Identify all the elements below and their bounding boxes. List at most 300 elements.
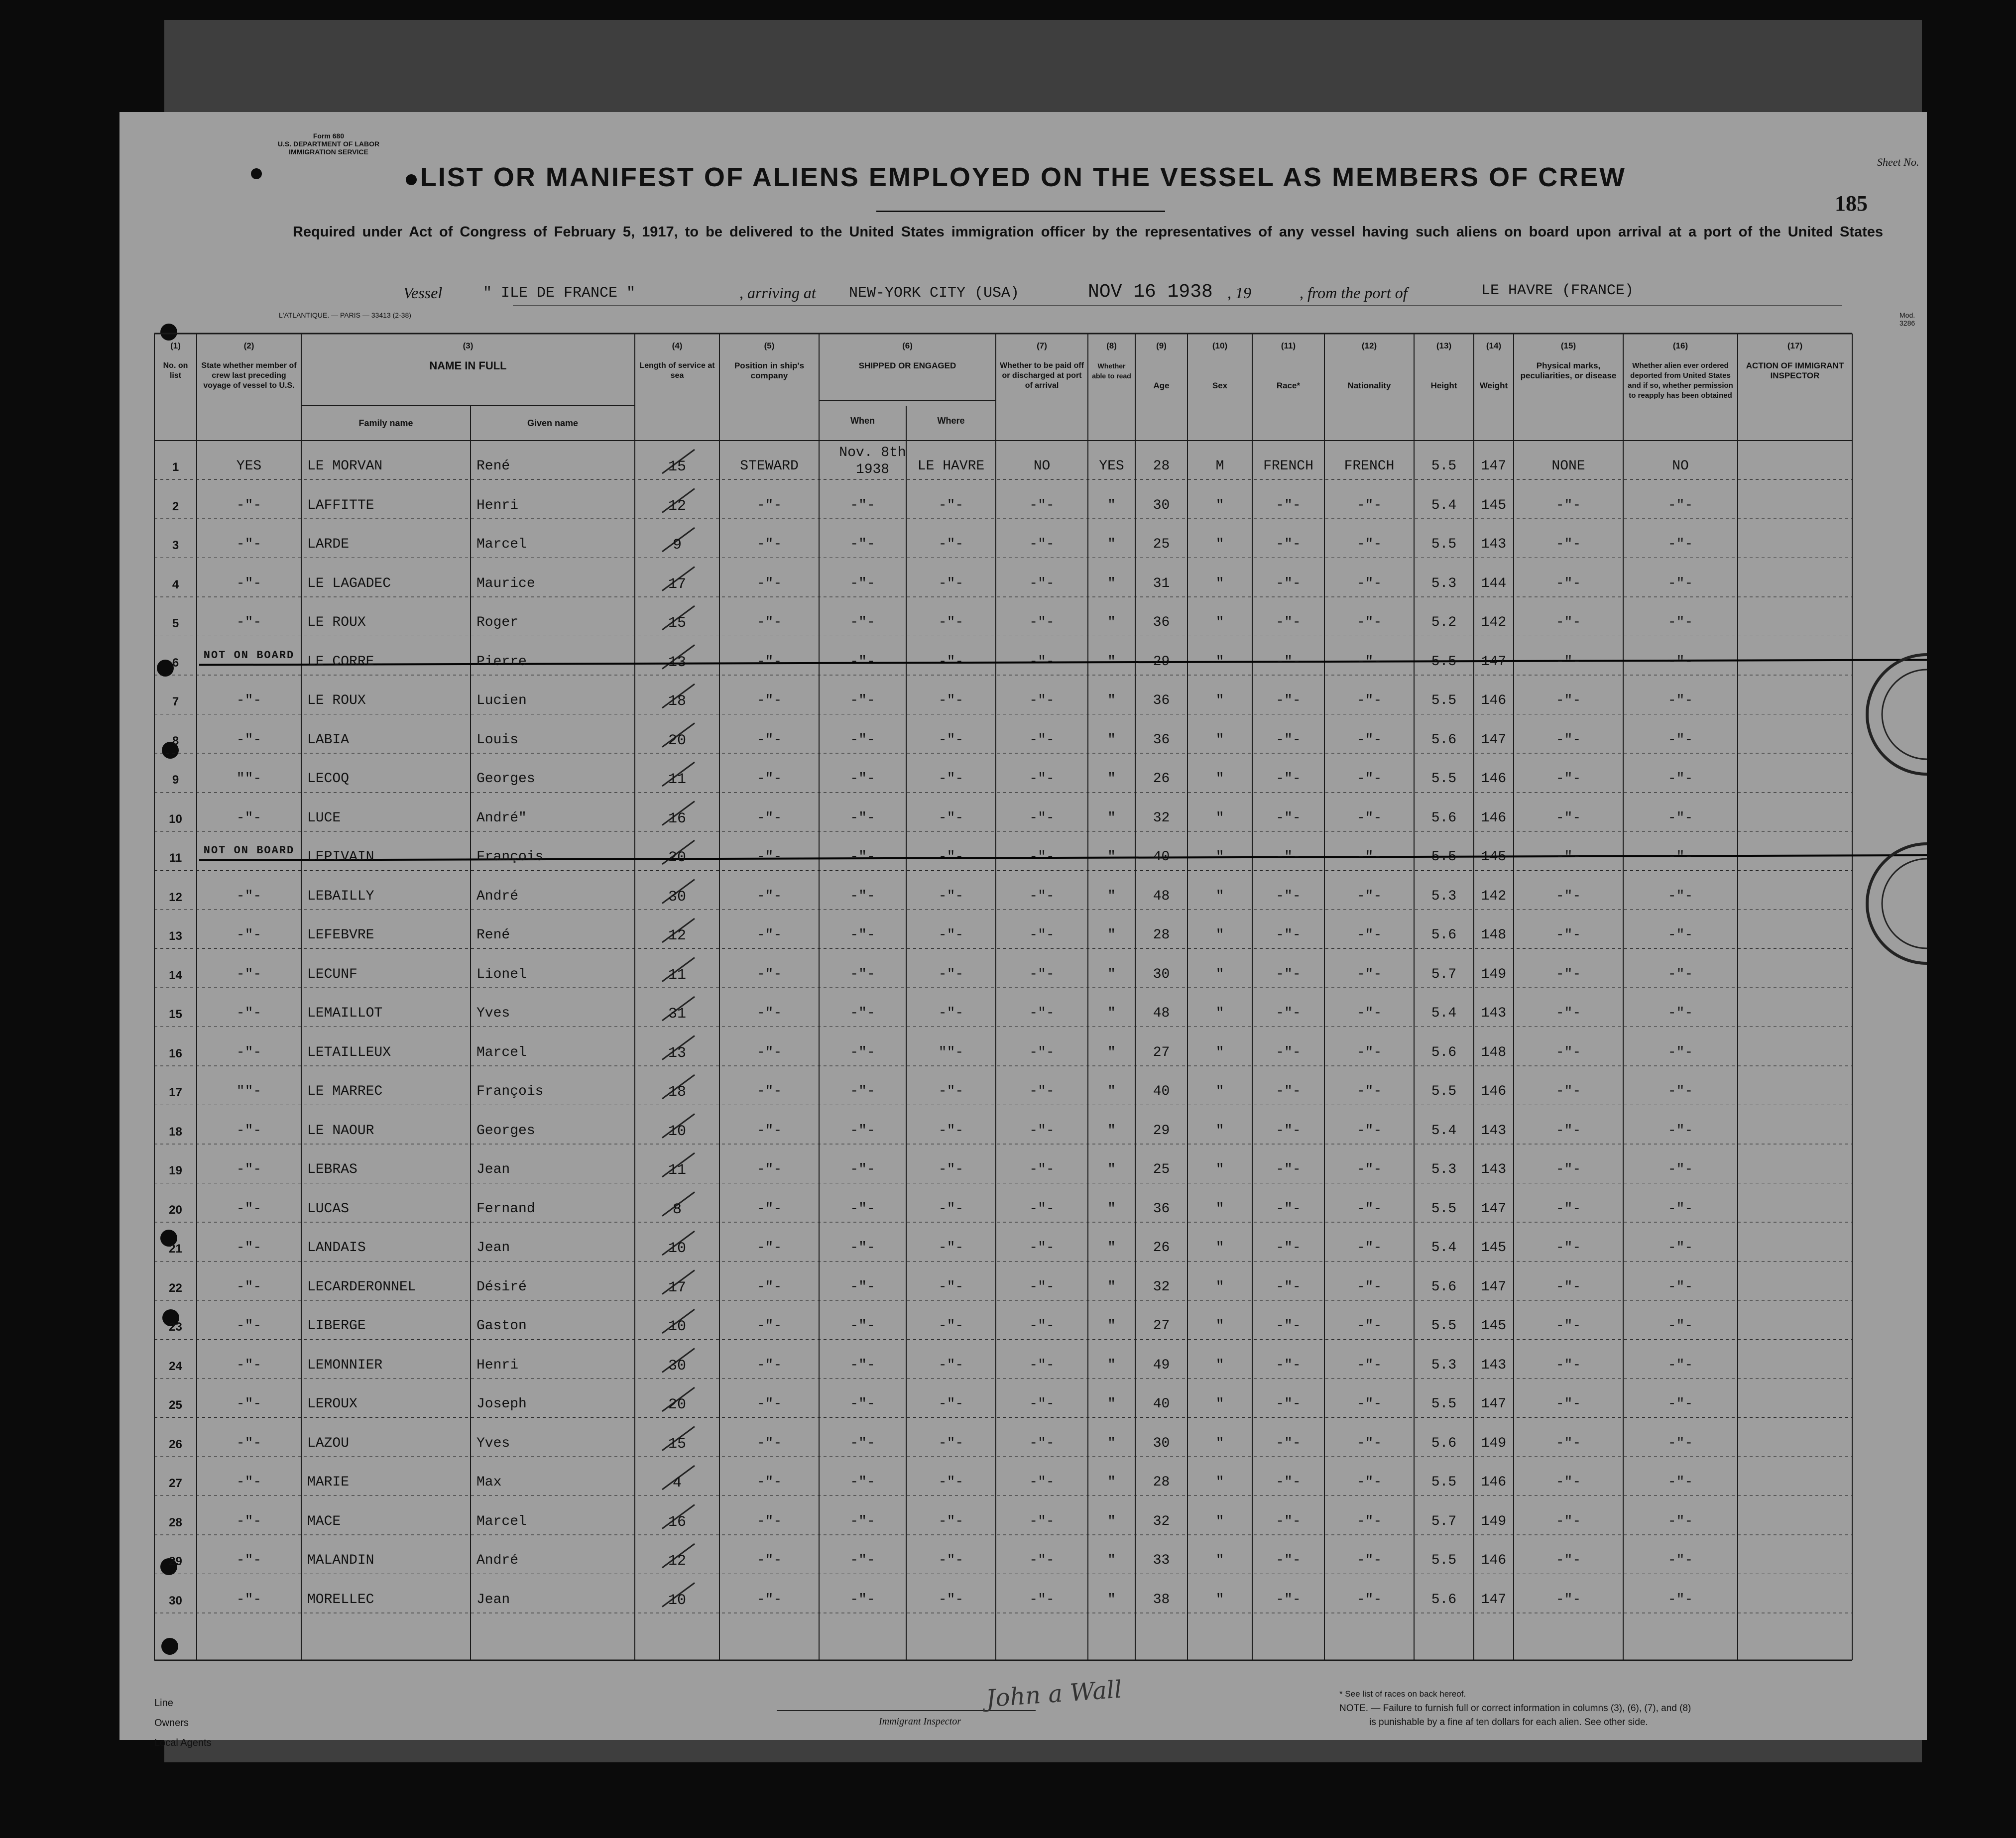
cell-when: -"- (850, 1592, 875, 1608)
cell-weight: 147 (1481, 1279, 1507, 1295)
cell-deported: -"- (1667, 1279, 1693, 1295)
cell-read: YES (1099, 459, 1124, 474)
cell-where: -"- (938, 1475, 964, 1490)
sheet-number: 185 (1835, 191, 1868, 216)
cell-sex: " (1215, 693, 1224, 708)
cell-marks: -"- (1555, 1553, 1581, 1568)
cell-read: " (1107, 1513, 1116, 1529)
table-grid (119, 112, 1927, 1740)
cell-where: -"- (938, 497, 964, 513)
cell-when: -"- (850, 575, 875, 591)
cell-paid: -"- (1029, 1123, 1055, 1139)
cell-family: LE ROUX (307, 693, 366, 708)
cell-position: STEWARD (740, 459, 799, 474)
cell-read: " (1107, 966, 1116, 982)
printer-mark: L'ATLANTIQUE. — PARIS — 33413 (2-38) (279, 311, 411, 319)
cell-given: Louis (476, 732, 519, 748)
cell-deported: -"- (1667, 654, 1693, 670)
cell-race: -"- (1276, 1357, 1301, 1373)
mod-number: Mod. 3286 (1899, 311, 1915, 327)
cell-service: 15 (668, 615, 686, 632)
cell-sex: " (1215, 1006, 1224, 1021)
cell-where: -"- (938, 888, 964, 904)
cell-when: -"- (850, 497, 875, 513)
header-c5: Position in ship's company (734, 361, 805, 380)
cell-given: Marcel (476, 537, 527, 552)
cell-service: 13 (668, 1044, 686, 1062)
header-c3-number: (3) (463, 341, 474, 350)
cell-read: " (1107, 1475, 1116, 1490)
cell-age: 40 (1153, 849, 1170, 865)
cell-sex: " (1215, 888, 1224, 904)
cell-family: LECARDERONNEL (307, 1279, 416, 1295)
cell-sex: " (1215, 1123, 1224, 1139)
cell-sex: " (1215, 1162, 1224, 1177)
from-label: , from the port of (1300, 284, 1408, 302)
row-number: 1 (172, 460, 179, 474)
footnote-penalty-cont: is punishable by a fine af ten dollars for each alien. See other side. (1369, 1717, 1648, 1727)
cell-prev: -"- (236, 615, 262, 630)
cell-height: 5.6 (1431, 927, 1457, 943)
cell-deported: -"- (1667, 1553, 1693, 1568)
cell-deported: -"- (1667, 1396, 1693, 1412)
cell-height: 5.7 (1431, 1513, 1457, 1529)
cell-race: -"- (1276, 1201, 1301, 1217)
cell-sex: " (1215, 849, 1224, 865)
cell-age: 31 (1153, 575, 1170, 591)
cell-prev: -"- (236, 537, 262, 552)
cell-nat: -"- (1356, 1123, 1382, 1139)
cell-age: 33 (1153, 1553, 1170, 1568)
row-number: 20 (169, 1203, 182, 1217)
cell-marks: -"- (1555, 888, 1581, 904)
cell-sex: " (1215, 1396, 1224, 1412)
cell-position: -"- (756, 771, 782, 787)
cell-read: " (1107, 810, 1116, 826)
row-number: 17 (169, 1086, 182, 1099)
form-service: IMMIGRATION SERVICE (289, 148, 368, 156)
cell-service: 12 (668, 927, 686, 944)
cell-family: LE LAGADEC (307, 575, 391, 591)
cell-marks: -"- (1555, 1123, 1581, 1139)
cell-paid: -"- (1029, 1592, 1055, 1608)
cell-weight: 146 (1481, 693, 1507, 708)
cell-paid: -"- (1029, 966, 1055, 982)
cell-sex: M (1215, 459, 1224, 474)
cell-weight: 149 (1481, 966, 1507, 982)
cell-service: 20 (668, 1396, 686, 1413)
cell-nat: -"- (1356, 1475, 1382, 1490)
cell-family: MORELLEC (307, 1592, 374, 1608)
cell-marks: -"- (1555, 575, 1581, 591)
cell-read: " (1107, 654, 1116, 670)
cell-where: -"- (938, 1592, 964, 1608)
cell-nat: -"- (1356, 732, 1382, 748)
cell-where: -"- (938, 693, 964, 708)
cell-height: 5.6 (1431, 810, 1457, 826)
header-c3: NAME IN FULL (429, 359, 507, 372)
cell-age: 36 (1153, 615, 1170, 630)
cell-weight: 146 (1481, 771, 1507, 787)
cell-position: -"- (756, 1123, 782, 1139)
cell-service: 30 (668, 1357, 686, 1375)
cell-read: " (1107, 575, 1116, 591)
cell-family: LIBERGE (307, 1318, 366, 1334)
cell-read: " (1107, 1006, 1116, 1021)
cell-where: -"- (938, 575, 964, 591)
cell-prev: -"- (236, 1396, 262, 1412)
cell-when: -"- (850, 693, 875, 708)
cell-marks: -"- (1555, 966, 1581, 982)
cell-race: -"- (1276, 1006, 1301, 1021)
cell-family: LUCE (307, 810, 341, 826)
cell-read: " (1107, 732, 1116, 748)
cell-prev: -"- (236, 1279, 262, 1295)
cell-sex: " (1215, 732, 1224, 748)
cell-family: LEFEBVRE (307, 927, 374, 943)
cell-family: LAFFITTE (307, 497, 374, 513)
cell-prev: -"- (236, 1123, 262, 1139)
cell-nat: -"- (1356, 1592, 1382, 1608)
row-number: 27 (169, 1477, 182, 1490)
cell-height: 5.5 (1431, 1553, 1457, 1568)
row-number: 8 (172, 734, 179, 748)
cell-family: LEROUX (307, 1396, 357, 1412)
cell-when: -"- (850, 849, 875, 865)
cell-position: -"- (756, 537, 782, 552)
cell-read: " (1107, 1592, 1116, 1608)
cell-family: MACE (307, 1513, 341, 1529)
cell-given: Jean (476, 1240, 510, 1256)
cell-service: 31 (668, 1006, 686, 1023)
cell-paid: -"- (1029, 1396, 1055, 1412)
cell-position: -"- (756, 1592, 782, 1608)
cell-weight: 146 (1481, 1084, 1507, 1099)
cell-prev: -"- (236, 888, 262, 904)
cell-paid: -"- (1029, 1084, 1055, 1099)
cell-position: -"- (756, 1553, 782, 1568)
cell-when: -"- (850, 1318, 875, 1334)
cell-paid: -"- (1029, 1006, 1055, 1021)
cell-position: -"- (756, 615, 782, 630)
cell-weight: 145 (1481, 497, 1507, 513)
cell-paid: -"- (1029, 1318, 1055, 1334)
cell-marks: -"- (1555, 1084, 1581, 1099)
cell-sex: " (1215, 1279, 1224, 1295)
cell-family: LEBAILLY (307, 888, 374, 904)
cell-when: -"- (850, 1123, 875, 1139)
cell-marks: -"- (1555, 1513, 1581, 1529)
cell-when: -"- (850, 1513, 875, 1529)
consular-stamp (1862, 829, 1927, 978)
cell-given: Gaston (476, 1318, 527, 1334)
cell-prev: -"- (236, 575, 262, 591)
cell-sex: " (1215, 1240, 1224, 1256)
header-c1-number: (1) (170, 341, 181, 350)
cell-height: 5.6 (1431, 1279, 1457, 1295)
row-number: 13 (169, 929, 182, 943)
cell-nat: -"- (1356, 693, 1382, 708)
cell-height: 5.5 (1431, 693, 1457, 708)
cell-where: -"- (938, 1162, 964, 1177)
cell-read: " (1107, 1201, 1116, 1217)
page-subtitle: Required under Act of Congress of February 5, 1917, to be delivered to the United States immigration officer by the representatives of any vessel having such aliens on board upon arrival at a port of the United States (292, 224, 1884, 240)
cell-where: -"- (938, 927, 964, 943)
cell-when: -"- (850, 654, 875, 670)
cell-weight: 146 (1481, 1553, 1507, 1568)
cell-prev: -"- (236, 693, 262, 708)
cell-service: 17 (668, 1279, 686, 1296)
cell-given: Georges (476, 771, 535, 787)
cell-age: 36 (1153, 732, 1170, 748)
cell-paid: -"- (1029, 810, 1055, 826)
header-c15: Physical marks, peculiarities, or disease (1520, 361, 1617, 380)
row-number: 22 (169, 1281, 182, 1295)
cell-deported: -"- (1667, 1592, 1693, 1608)
form-department: U.S. DEPARTMENT OF LABOR (277, 140, 380, 148)
cell-sex: " (1215, 1435, 1224, 1451)
header-c6-number: (6) (902, 341, 913, 350)
manifest-sheet (119, 112, 1927, 1748)
cell-read: " (1107, 849, 1116, 865)
cell-weight: 146 (1481, 810, 1507, 826)
cell-service: 20 (668, 732, 686, 749)
cell-where: -"- (938, 1006, 964, 1021)
cell-nat: -"- (1356, 1553, 1382, 1568)
cell-sex: " (1215, 654, 1224, 670)
cell-height: 5.5 (1431, 459, 1457, 474)
row-number: 6 (172, 656, 179, 670)
cell-where: -"- (938, 966, 964, 982)
cell-where: LE HAVRE (917, 459, 985, 474)
cell-race: -"- (1276, 575, 1301, 591)
cell-race: -"- (1276, 849, 1301, 865)
cell-height: 5.5 (1431, 1084, 1457, 1099)
cell-prev: -"- (236, 1553, 262, 1568)
cell-given: Henri (476, 1357, 519, 1373)
cell-paid: -"- (1029, 575, 1055, 591)
cell-marks: -"- (1555, 1357, 1581, 1373)
cell-prev: NOT ON BOARD (203, 844, 295, 857)
cell-deported: -"- (1667, 1162, 1693, 1177)
cell-where: -"- (938, 615, 964, 630)
cell-age: 28 (1153, 459, 1170, 474)
cell-age: 32 (1153, 1513, 1170, 1529)
cell-given: Maurice (476, 575, 535, 591)
cell-service: 13 (668, 654, 686, 671)
cell-age: 28 (1153, 1475, 1170, 1490)
cell-service: 11 (668, 966, 686, 984)
cell-deported: -"- (1667, 771, 1693, 787)
cell-read: " (1107, 1084, 1116, 1099)
cell-family: LEMONNIER (307, 1357, 383, 1373)
cell-race: -"- (1276, 1396, 1301, 1412)
cell-read: " (1107, 537, 1116, 552)
header-c3-given: Given name (527, 418, 579, 428)
cell-age: 40 (1153, 1396, 1170, 1412)
cell-service: 18 (668, 693, 686, 710)
cell-paid: -"- (1029, 1201, 1055, 1217)
cell-deported: -"- (1667, 732, 1693, 748)
cell-prev: -"- (236, 497, 262, 513)
cell-when: -"- (850, 1084, 875, 1099)
cell-race: -"- (1276, 497, 1301, 513)
arrival-port: NEW-YORK CITY (USA) (849, 285, 1020, 302)
cell-marks: -"- (1555, 1240, 1581, 1256)
cell-paid: -"- (1029, 1044, 1055, 1060)
header-c12: Nationality (1347, 381, 1391, 390)
cell-height: 5.5 (1431, 654, 1457, 670)
cell-sex: " (1215, 810, 1224, 826)
cell-nat: -"- (1356, 1318, 1382, 1334)
cell-height: 5.3 (1431, 575, 1457, 591)
cell-sex: " (1215, 927, 1224, 943)
cell-paid: -"- (1029, 1279, 1055, 1295)
cell-age: 25 (1153, 1162, 1170, 1177)
cell-given: Yves (476, 1435, 510, 1451)
cell-age: 49 (1153, 1357, 1170, 1373)
cell-deported: -"- (1667, 927, 1693, 943)
cell-service: 18 (668, 1084, 686, 1101)
cell-service: 10 (668, 1592, 686, 1609)
cell-deported: -"- (1667, 1475, 1693, 1490)
arriving-label: , arriving at (739, 284, 816, 302)
cell-position: -"- (756, 497, 782, 513)
cell-sex: " (1215, 615, 1224, 630)
cell-where: -"- (938, 810, 964, 826)
cell-service: 12 (668, 497, 686, 515)
cell-nat: -"- (1356, 771, 1382, 787)
cell-where: -"- (938, 654, 964, 670)
cell-sex: " (1215, 1475, 1224, 1490)
cell-age: 30 (1153, 966, 1170, 982)
cell-family: LE MARREC (307, 1084, 383, 1099)
cell-family: LETAILLEUX (307, 1044, 391, 1060)
cell-nat: -"- (1356, 1513, 1382, 1529)
cell-given: André (476, 888, 519, 904)
cell-where: -"- (938, 1084, 964, 1099)
cell-when: -"- (850, 927, 875, 943)
cell-height: 5.3 (1431, 1357, 1457, 1373)
cell-given: Fernand (476, 1201, 535, 1217)
cell-race: -"- (1276, 1123, 1301, 1139)
cell-age: 36 (1153, 1201, 1170, 1217)
cell-nat: -"- (1356, 1084, 1382, 1099)
cell-nat: -"- (1356, 888, 1382, 904)
header-c10-number: (10) (1212, 341, 1228, 350)
header-c3-family: Family name (358, 418, 413, 428)
header-c14-number: (14) (1486, 341, 1502, 350)
cell-when: -"- (850, 1201, 875, 1217)
cell-age: 40 (1153, 1084, 1170, 1099)
cell-race: FRENCH (1263, 459, 1313, 474)
cell-paid: -"- (1029, 693, 1055, 708)
cell-read: " (1107, 1357, 1116, 1373)
cell-deported: -"- (1667, 537, 1693, 552)
cell-when: -"- (850, 771, 875, 787)
row-number: 11 (169, 851, 182, 865)
cell-service: 11 (668, 1162, 686, 1179)
cell-prev: -"- (236, 810, 262, 826)
cell-paid: -"- (1029, 497, 1055, 513)
cell-marks: -"- (1555, 810, 1581, 826)
cell-given: Marcel (476, 1513, 527, 1529)
cell-sex: " (1215, 1553, 1224, 1568)
cell-nat: -"- (1356, 966, 1382, 982)
cell-deported: -"- (1667, 888, 1693, 904)
cell-paid: -"- (1029, 1240, 1055, 1256)
cell-given: Lucien (476, 693, 527, 708)
cell-when: -"- (850, 810, 875, 826)
cell-where: ""- (938, 1044, 964, 1060)
cell-service: 30 (668, 888, 686, 906)
cell-where: -"- (938, 1435, 964, 1451)
cell-marks: -"- (1555, 1318, 1581, 1334)
cell-height: 5.5 (1431, 1475, 1457, 1490)
cell-given: Yves (476, 1006, 510, 1021)
cell-sex: " (1215, 575, 1224, 591)
header-c5-number: (5) (764, 341, 775, 350)
cell-paid: -"- (1029, 1553, 1055, 1568)
cell-paid: -"- (1029, 1357, 1055, 1373)
header-c9: Age (1153, 381, 1170, 390)
cell-when: -"- (850, 1044, 875, 1060)
cell-race: -"- (1276, 1084, 1301, 1099)
cell-service: 16 (668, 1513, 686, 1531)
cell-family: LE MORVAN (307, 459, 383, 474)
cell-age: 32 (1153, 1279, 1170, 1295)
cell-given: Jean (476, 1592, 510, 1608)
cell-where: -"- (938, 1553, 964, 1568)
cell-deported: -"- (1667, 1201, 1693, 1217)
cell-height: 5.5 (1431, 1396, 1457, 1412)
cell-marks: -"- (1555, 1201, 1581, 1217)
cell-age: 29 (1153, 654, 1170, 670)
cell-position: -"- (756, 1044, 782, 1060)
cell-race: -"- (1276, 1044, 1301, 1060)
cell-marks: -"- (1555, 1006, 1581, 1021)
cell-sex: " (1215, 497, 1224, 513)
cell-read: " (1107, 693, 1116, 708)
cell-race: -"- (1276, 927, 1301, 943)
row-number: 2 (172, 499, 179, 513)
row-number: 19 (169, 1164, 182, 1177)
row-number: 3 (172, 539, 179, 552)
cell-age: 29 (1153, 1123, 1170, 1139)
cell-nat: -"- (1356, 615, 1382, 630)
header-c7: Whether to be paid off or discharged at port of arrival (1000, 361, 1084, 390)
cell-prev: ""- (236, 771, 262, 787)
cell-weight: 149 (1481, 1435, 1507, 1451)
cell-deported: -"- (1667, 1006, 1693, 1021)
cell-family: MALANDIN (307, 1553, 374, 1568)
cell-where: -"- (938, 1279, 964, 1295)
cell-marks: -"- (1555, 497, 1581, 513)
cell-deported: -"- (1667, 497, 1693, 513)
cell-service: 10 (668, 1240, 686, 1257)
cell-race: -"- (1276, 615, 1301, 630)
header-c9-number: (9) (1156, 341, 1167, 350)
cell-given: André" (476, 810, 527, 826)
cell-deported: -"- (1667, 966, 1693, 982)
cell-given: Jean (476, 1162, 510, 1177)
cell-position: -"- (756, 1006, 782, 1021)
cell-position: -"- (756, 1240, 782, 1256)
cell-given: Max (476, 1475, 502, 1490)
cell-age: 25 (1153, 537, 1170, 552)
cell-paid: -"- (1029, 888, 1055, 904)
cell-age: 27 (1153, 1318, 1170, 1334)
